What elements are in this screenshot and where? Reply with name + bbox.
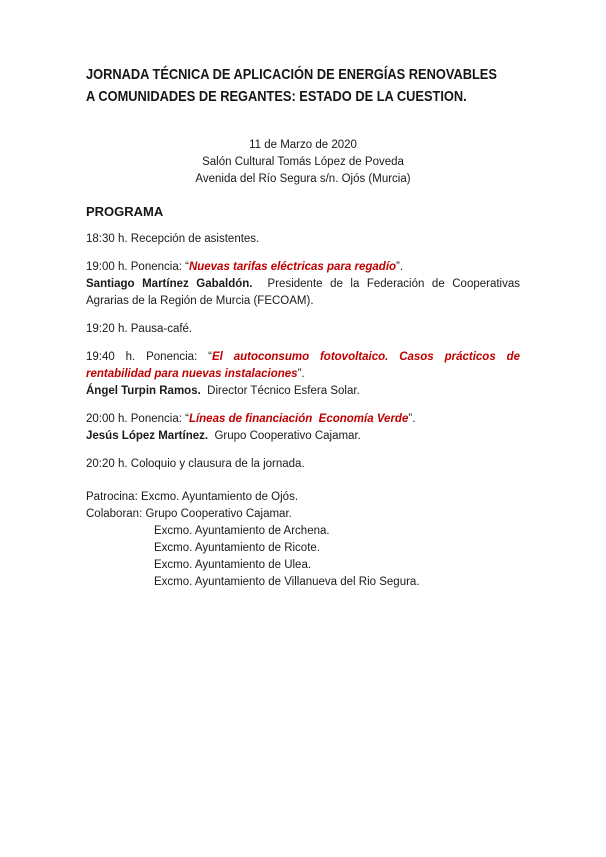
talk-title: Nuevas tarifas eléctricas para regadío [188, 261, 397, 273]
event-venue: Salón Cultural Tomás López de Poveda [202, 156, 404, 168]
speaker-name: Jesús López Martínez. [86, 430, 209, 442]
event-date: 11 de Marzo de 2020 [249, 139, 357, 151]
event-details [86, 137, 520, 188]
event-address: Avenida del Río Segura s/n. Ojós (Murcia) [195, 173, 411, 185]
program-item-1940 [86, 349, 520, 400]
document-title [86, 64, 520, 108]
program-item-1920 [86, 321, 520, 338]
document-title-line1: JORNADA TÉCNICA DE APLICACIÓN DE ENERGÍAS RENOVABLES [86, 66, 497, 83]
colaboran-entry: Excmo. Ayuntamiento de Archena. [154, 525, 330, 537]
program-item-text: 20:20 h. Coloquio y clausura de la jornada. [86, 458, 305, 470]
colaboran-first: Grupo Cooperativo Cajamar. [145, 508, 292, 520]
talk-prefix: 19:40 h. Ponencia: “ [86, 351, 212, 363]
document-title-line2: A COMUNIDADES DE REGANTES: ESTADO DE LA CUESTION. [86, 88, 467, 105]
program-item-text: 18:30 h. Recepción de asistentes. [86, 233, 260, 245]
colaboran-line [86, 506, 520, 523]
program-item-text: 19:20 h. Pausa-café. [86, 323, 193, 335]
program-item-1830 [86, 231, 520, 248]
speaker-name: Santiago Martínez Gabaldón. [86, 278, 253, 290]
colaboran-label: Colaboran: [86, 508, 146, 520]
sponsors-block [86, 489, 520, 591]
speaker-affiliation: Presidente de la Federación de Cooperativas Agrarias de la Región de Murcia (FECOAM). [86, 278, 523, 307]
colaboran-entry: Excmo. Ayuntamiento de Ulea. [154, 559, 312, 571]
program-heading: PROGRAMA [86, 204, 164, 219]
patrocina-line: Patrocina: Excmo. Ayuntamiento de Ojós. [86, 491, 299, 503]
document-content [0, 64, 606, 591]
talk-suffix: ”. [297, 368, 305, 380]
speaker-affiliation: Grupo Cooperativo Cajamar. [208, 430, 361, 442]
talk-suffix: ”. [408, 413, 416, 425]
colaboran-entry: Excmo. Ayuntamiento de Ricote. [154, 542, 320, 554]
speaker-affiliation: Director Técnico Esfera Solar. [200, 385, 360, 397]
colaboran-entry: Excmo. Ayuntamiento de Villanueva del Rio Segura. [154, 576, 420, 588]
program-item-2020 [86, 456, 520, 473]
talk-prefix: 19:00 h. Ponencia: “ [86, 261, 189, 273]
talk-suffix: ”. [396, 261, 404, 273]
talk-title: El autoconsumo fotovoltaico. Casos prácticos de rentabilidad para nuevas instalaciones [86, 351, 520, 380]
speaker-name: Ángel Turpin Ramos. [86, 385, 201, 397]
program-item-1900 [86, 259, 523, 310]
talk-title: Líneas de financiación Economía Verde [188, 413, 409, 425]
program-item-2000 [86, 411, 520, 445]
talk-prefix: 20:00 h. Ponencia: “ [86, 413, 189, 425]
